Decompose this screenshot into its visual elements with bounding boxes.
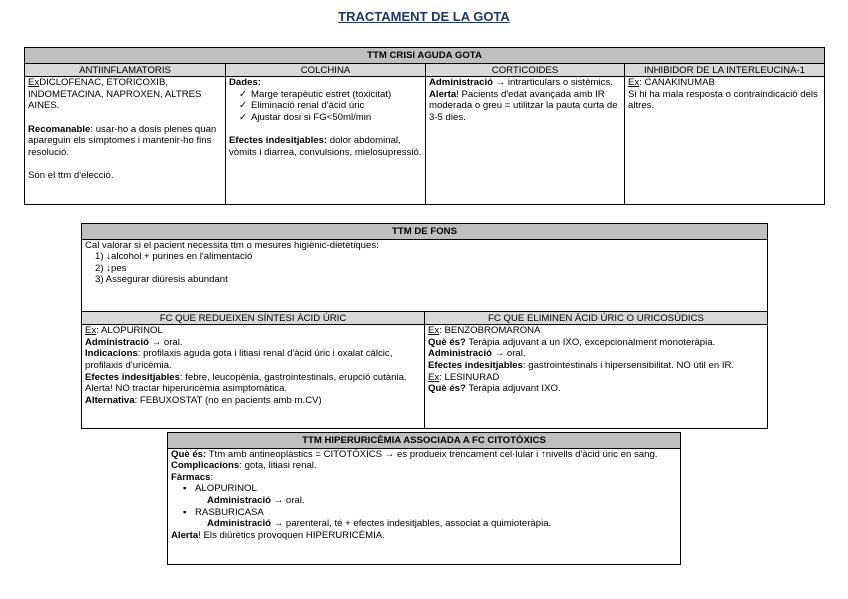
canakinumab: : CANAKINUMAB (639, 77, 715, 89)
ex-label: Ex (428, 325, 440, 337)
measure-item: 3) Assegurar diüresis abundant (95, 274, 228, 286)
que-text: Ttm amb antineoplàstics = CITOTÒXICS → es produeix trencament cel·lular i ↑nivells d'àcid úric en sang. (206, 448, 658, 460)
check-icon: ✓ (239, 111, 248, 123)
ex-label: Ex (428, 371, 440, 383)
acute-attack-table (24, 47, 825, 205)
col-antiinflamatoris: ANTIINFLAMATORIS (25, 63, 226, 77)
admin-text: oral. (504, 348, 526, 360)
colchina-item: ✓ Eliminació renal d'àcid úric (239, 100, 365, 112)
admin-label: Administració (207, 494, 271, 506)
lesinurad: : LESINURAD (439, 371, 500, 383)
check-icon: ✓ (239, 88, 248, 100)
ex-label: Ex (85, 325, 97, 337)
admin-label: Administració → (428, 348, 505, 360)
bullet-icon: ▪ (183, 483, 187, 495)
efectes-label: Efectes indesitjables: (229, 135, 328, 147)
efectes-text: dolor abdominal, vòmits i diarrea, convulsions, mielosupressió. (229, 135, 422, 158)
acute-attack-header: TTM CRISI AGUDA GOTA (25, 48, 825, 64)
nsaid-list: DICLOFENAC, ETORICOXIB, INDOMETACINA, NAPROXEN, ALTRES AINES. (28, 77, 202, 112)
cell-antiinflamatoris (25, 77, 226, 205)
admin-label: Administració → (85, 336, 162, 348)
ex-label: Ex (28, 77, 40, 89)
col-colchina: COLCHINA (226, 63, 426, 77)
col-reduce-synthesis: FC QUE REDUEIXEN SÍNTESI ÀCID ÚRIC (82, 311, 425, 325)
cell-colchina (226, 77, 426, 205)
alternativa-text: : FEBUXOSTAT (no en pacients amb m.CV) (134, 394, 322, 406)
background-header: TTM DE FONS (82, 224, 768, 240)
admin-label: Administració (429, 77, 493, 89)
complicacions-label: Complicacions (171, 460, 240, 472)
col-corticoides: CORTICOIDES (426, 63, 625, 77)
farmacs-label: Fàrmacs (171, 471, 211, 483)
indications-label: Indicacions (85, 348, 138, 360)
colchina-item: ✓ Ajustar dosi si FG<50ml/min (239, 111, 372, 123)
efectes-label: Efectes indesitjables (428, 359, 523, 371)
col-interleucina: INHIBIDOR DE LA INTERLEUCINA-1 (625, 63, 825, 77)
hyperuricemia-cell (168, 448, 681, 564)
choice-text: Són el ttm d'elecció. (28, 169, 114, 181)
admin-text: oral. (161, 336, 183, 348)
check-icon: ✓ (239, 100, 248, 112)
benzobromarona: : BENZOBROMARONA (439, 325, 541, 337)
cell-alopurinol (82, 325, 425, 429)
admin-text: → oral. (270, 494, 305, 506)
complicacions-text: : gota, litiasi renal. (239, 460, 317, 472)
farmacs-colon: : (210, 471, 214, 483)
dades-label: Dades: (229, 77, 261, 89)
que-label: Què és? (428, 336, 466, 348)
efectes-text: : gastrointestinals i hipersensibilitat. NO útil en IR. (522, 359, 735, 371)
colchina-item: ✓ Marge terapèutic estret (toxicitat) (239, 88, 392, 100)
alerta-text: Alerta! NO tractar hiperuricèmia asimptomàtica. (85, 383, 288, 395)
cell-interleucina (625, 77, 825, 205)
que-text: Teràpia adjuvant a un IXO, excepcionalment monoteràpia. (465, 336, 716, 348)
admin-text: → parenteral, té + efectes indesitjables, associat a quimioteràpia. (270, 518, 552, 530)
indications-text: : profilaxis aguda gota i litiasi renal d'àcid úric i oxalat càlcic, profilaxis d'uricèmia. (85, 348, 393, 371)
background-treatment-table (81, 223, 768, 429)
col-uricosurics: FC QUE ELIMINEN ÀCID ÚRIC O URICOSÚDICS (425, 311, 768, 325)
hyperuricemia-header: TTM HIPERURICÈMIA ASSOCIADA A FC CITOTÒXICS (168, 433, 681, 449)
ex-label: Ex (628, 77, 640, 89)
alternativa-label: Alternativa (85, 394, 135, 406)
alerta-text: ! Pacients d'edat avançada amb IR moderada o greu = utilitzar la pauta curta de 3-5 dies. (429, 88, 618, 123)
bullet-icon: ▪ (183, 506, 187, 518)
alopurinol: : ALOPURINOL (96, 325, 163, 337)
measure-item: 1) ↓alcohol + purines en l'alimentació (95, 251, 253, 263)
recom-label: Recomanable (28, 123, 91, 135)
measures-cell (82, 239, 768, 311)
measures-intro: Cal valorar si el pacient necessita ttm o mesures higiènic-dietètiques: (85, 239, 379, 251)
admin-text: → intrarticulars o sistèmics. (492, 77, 613, 89)
drug-item: ▪ RASBURICASA (183, 506, 264, 518)
hyperuricemia-table (167, 432, 681, 565)
recom-text: : usar-ho a dosis plenes quan apareguin els símptomes i mantenir-ho fins resolució. (28, 123, 217, 158)
que-text: Teràpia adjuvant IXO. (465, 383, 561, 395)
measure-item: 2) ↓pes (95, 262, 127, 274)
alerta-text: ! Els diürètics provoquen HIPERURICÈMIA. (198, 529, 385, 541)
drug-item: ▪ ALOPURINOL (183, 483, 257, 495)
que-label: Què és: (171, 448, 207, 460)
efectes-label: Efectes indesitjables (85, 371, 180, 383)
alerta-label: Alerta (171, 529, 199, 541)
cell-corticoides (426, 77, 625, 205)
alerta-label: Alerta (429, 88, 457, 100)
page-title: TRACTAMENT DE LA GOTA (338, 9, 510, 24)
efectes-text: : febre, leucopènia, gastrointestinals, erupció cutània. (179, 371, 407, 383)
interleucina-text: Si hi ha mala resposta o contraindicació dels altres. (628, 88, 818, 112)
que-label: Què és? (428, 383, 466, 395)
cell-uricosurics (425, 325, 768, 429)
admin-label: Administració (207, 518, 271, 530)
